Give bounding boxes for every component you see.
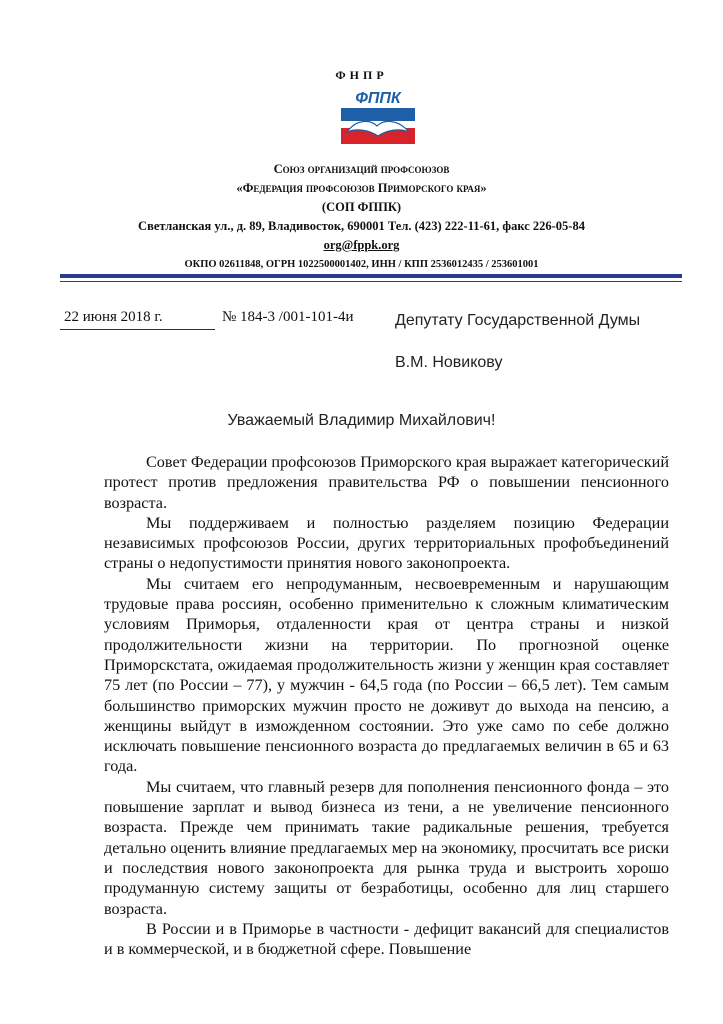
org-address: Светланская ул., д. 89, Владивосток, 690001 Тел. (423) 222-11-61, факс 226-05-84	[138, 219, 585, 233]
recipient-title: Депутату Государственной Думы	[395, 312, 641, 329]
body-paragraph: Мы поддерживаем и полностью разделяем позицию Федерации независимых профсоюзов России, других территориальных профобъединений страны о недопустимости принятия нового законопроекта.	[104, 513, 669, 573]
letter-number: № 184-3 /001-101-4и	[222, 309, 354, 325]
body-paragraph: Совет Федерации профсоюзов Приморского края выражает категорический протест против предложения правительства РФ о повышении пенсионного возраста.	[104, 453, 669, 512]
header-divider-thick	[60, 274, 682, 278]
recipient-block	[395, 300, 640, 384]
letter-date: 22 июня 2018 г.	[64, 309, 163, 325]
body-paragraph: Мы считаем его непродуманным, несвоевременным и нарушающим трудовые права россиян, особенно применительно к сложным климатическим условиям Приморья, отдаленности края от центра страны и низкой продолжительности жизни на территории. По прогнозной оценке Приморскстата, ожидаемая продолжительность жизни у женщин края составляет 75 лет (по России – 77), у мужчин - 64,5 года (по России – 66,5 лет). Тем самым большинство приморских мужчин просто не доживут до выхода на пенсию, а женщины выйдут в изможденном состоянии. Это уже само по себе должно исключать повышение пенсионного возраста до предлагаемых величин в 65 и 63 года.	[104, 574, 669, 776]
org-registration-codes: ОКПО 02611848, ОГРН 1022500001402, ИНН / КПП 2536012435 / 253601001	[184, 259, 539, 270]
salutation: Уважаемый Владимир Михайлович!	[227, 412, 496, 429]
body-paragraph: В России и в Приморье в частности - дефицит вакансий для специалистов и в коммерческой, и в бюджетной сфере. Повышение	[104, 919, 669, 959]
fnpr-heading: ФНПР	[335, 68, 388, 82]
organization-block	[0, 160, 723, 274]
svg-text:ФППК: ФППК	[355, 90, 401, 107]
header-divider-thin	[60, 281, 682, 282]
letter-date-field	[60, 309, 215, 330]
org-abbreviation: (СОП ФППК)	[321, 200, 402, 214]
recipient-name: В.М. Новикову	[395, 354, 503, 371]
body-paragraph: Мы считаем, что главный резерв для пополнения пенсионного фонда – это повышение зарплат и вывод бизнеса из тени, а не увеличение пенсионного возраста. Прежде чем принимать такие радикальные решения, требуется детально оценить влияние предлагаемых мер на экономику, просчитать все риски и последствия нового законопроекта для рынка труда и выстроить хорошо продуманную систему защиты от безработицы, особенно для лиц старшего возраста.	[104, 777, 669, 918]
union-name: Союз организаций профсоюзов	[273, 162, 450, 176]
letter-body	[104, 452, 669, 959]
federation-name: «Федерация профсоюзов Приморского края»	[236, 181, 487, 195]
org-email[interactable]: org@fppk.org	[323, 238, 400, 252]
fppk-logo	[337, 88, 419, 148]
